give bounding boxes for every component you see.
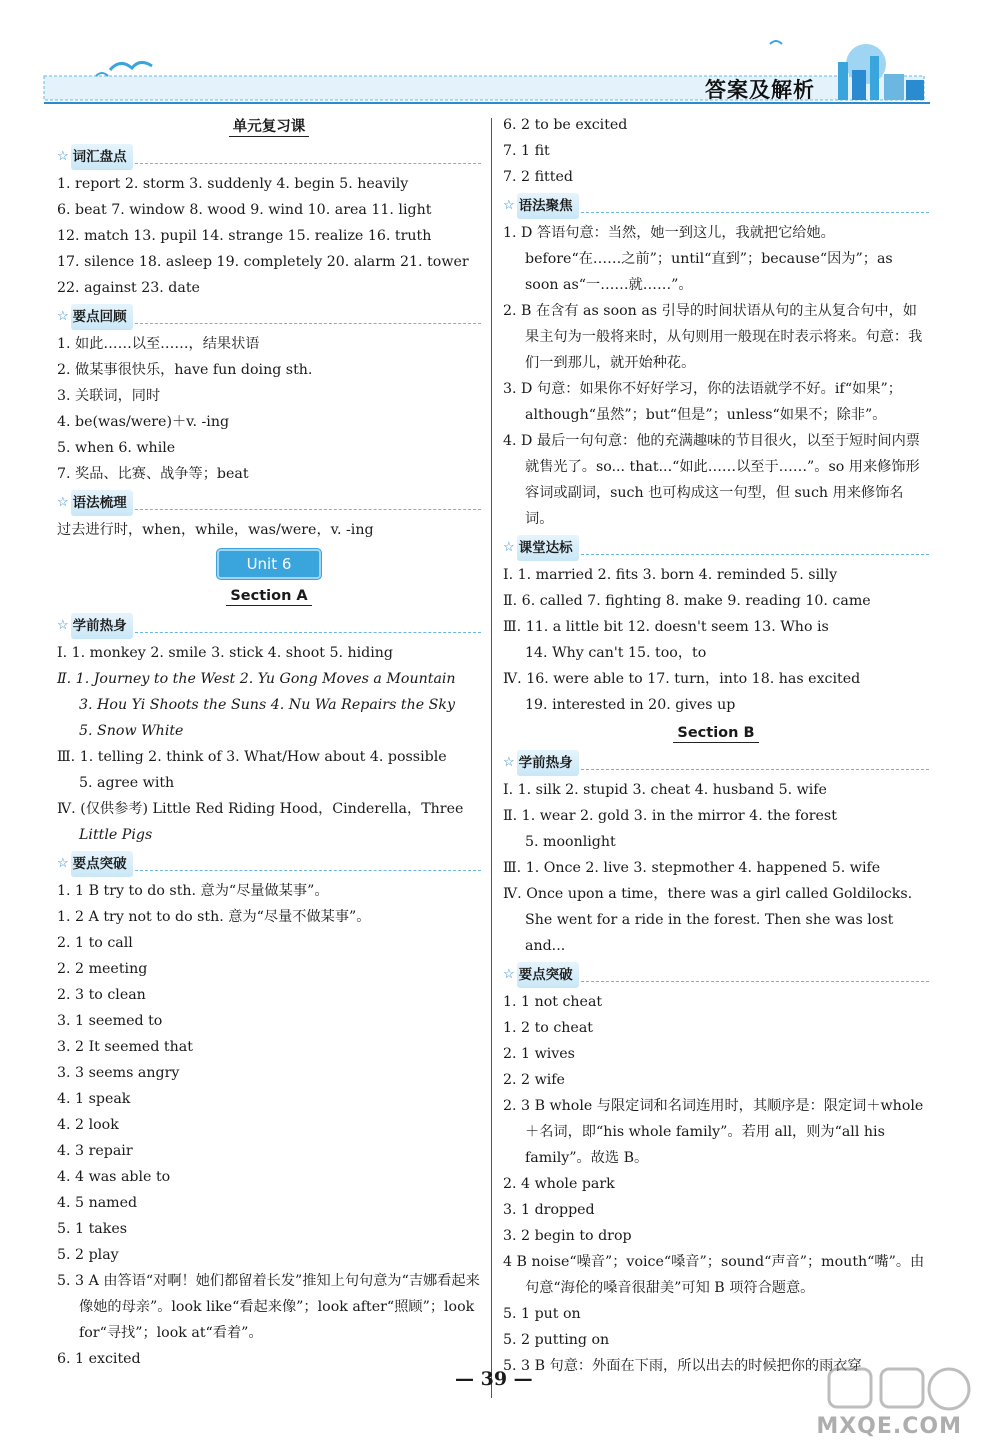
answer-explanation: 4. D 最后一句句意：他的充满趣味的节目很火，以至于短时间内票就售光了。so... that...“如此……以至于……”。so 用来修饰形容词或副词，such 也可构成这一句型，但 such 用来修饰名词。 bbox=[503, 433, 920, 527]
star-icon: ☆ bbox=[57, 495, 69, 510]
answer-line: 5. 1 takes bbox=[57, 1221, 128, 1237]
answer-line: 5. 3 B 句意：外面在下雨，所以出去的时候把你的雨衣穿 bbox=[503, 1358, 862, 1374]
answer-explanation: 3. D 句意：如果你不好好学习，你的法语就学不好。if“如果”；although“虽然”；but“但是”；unless“如果不；除非”。 bbox=[503, 381, 902, 423]
section-heading bbox=[57, 490, 481, 516]
answer-line: 2. 2 wife bbox=[503, 1072, 565, 1088]
answer-line: 4. 4 was able to bbox=[57, 1169, 171, 1185]
answer-line: Ⅱ. 6. called 7. fighting 8. make 9. reading 10. came bbox=[503, 593, 871, 609]
answer-line: 5. when 6. while bbox=[57, 440, 176, 456]
section-heading bbox=[503, 193, 929, 219]
answer-line: Ⅰ. 1. married 2. fits 3. born 4. reminded 5. silly bbox=[503, 567, 838, 583]
answer-line: 7. 1 fit bbox=[503, 143, 550, 159]
answer-line: 14. Why can't 15. too，to bbox=[525, 645, 707, 661]
answer-line: 4. 1 speak bbox=[57, 1091, 131, 1107]
star-icon: ☆ bbox=[503, 755, 515, 770]
left-column bbox=[57, 112, 481, 1372]
answer-line: Ⅱ. 1. wear 2. gold 3. in the mirror 4. the forest bbox=[503, 808, 837, 824]
answer-line: 3. 2 begin to drop bbox=[503, 1228, 632, 1244]
answer-line: 3. 3 seems angry bbox=[57, 1065, 180, 1081]
section-heading bbox=[57, 851, 481, 877]
answer-line: Ⅲ. 1. telling 2. think of 3. What/How about 4. possible bbox=[57, 749, 447, 765]
answer-line: Ⅰ. 1. monkey 2. smile 3. stick 4. shoot 5. hiding bbox=[57, 645, 394, 661]
answer-line: 5. 2 play bbox=[57, 1247, 119, 1263]
answer-line: Ⅱ. 1. Journey to the West 2. Yu Gong Moves a Mountain bbox=[57, 671, 456, 687]
answer-line: 6. beat 7. window 8. wood 9. wind 10. area 11. light bbox=[57, 202, 432, 218]
star-icon: ☆ bbox=[503, 967, 515, 982]
answer-line: Ⅳ. 16. were able to 17. turn，into 18. has excited bbox=[503, 671, 861, 687]
answer-line: 过去进行时，when，while，was/were，v. -ing bbox=[57, 522, 374, 538]
unit-badge: Unit 6 bbox=[217, 549, 321, 579]
bird-icon bbox=[770, 41, 782, 44]
section-label: 学前热身 bbox=[517, 750, 579, 776]
answer-line: 7. 2 fitted bbox=[503, 169, 573, 185]
star-icon: ☆ bbox=[57, 309, 69, 324]
section-b-title: Section B bbox=[503, 720, 929, 746]
star-icon: ☆ bbox=[57, 856, 69, 871]
answer-line: 22. against 23. date bbox=[57, 280, 200, 296]
answer-line: 5. 1 put on bbox=[503, 1306, 581, 1322]
answer-line: 1. 2 to cheat bbox=[503, 1020, 593, 1036]
page-header bbox=[0, 0, 1000, 110]
section-label: 学前热身 bbox=[71, 613, 133, 639]
section-label: 要点突破 bbox=[71, 851, 133, 877]
right-column bbox=[503, 112, 929, 1379]
answer-explanation: 2. 3 B whole 与限定词和名词连用时，其顺序是：限定词＋whole＋名词，即“his whole family”。若用 all，则为“all his family”。故选 B。 bbox=[503, 1098, 924, 1166]
review-title: 单元复习课 bbox=[57, 114, 481, 140]
answer-line: 3. 关联词，同时 bbox=[57, 388, 161, 404]
answer-line: 4. be(was/were)＋v. -ing bbox=[57, 414, 230, 430]
answer-line: 5. moonlight bbox=[525, 834, 616, 850]
answer-line: 1. 1 B try to do sth. 意为“尽量做某事”。 bbox=[57, 883, 329, 899]
column-divider bbox=[491, 118, 492, 1398]
answer-line: 5. agree with bbox=[79, 775, 175, 791]
answer-line: 5. 2 putting on bbox=[503, 1332, 610, 1348]
section-label: 要点回顾 bbox=[71, 304, 133, 330]
section-label: 词汇盘点 bbox=[71, 144, 133, 170]
section-heading bbox=[57, 613, 481, 639]
answer-line: 2. 3 to clean bbox=[57, 987, 146, 1003]
section-heading bbox=[57, 144, 481, 170]
star-icon: ☆ bbox=[57, 149, 69, 164]
header-title: 答案及解析 bbox=[705, 78, 815, 102]
section-label: 语法聚焦 bbox=[517, 193, 579, 219]
answer-line: 19. interested in 20. gives up bbox=[525, 697, 736, 713]
answer-line: Ⅲ. 1. Once 2. live 3. stepmother 4. happened 5. wife bbox=[503, 860, 881, 876]
answer-line: 1. 如此……以至……，结果状语 bbox=[57, 336, 260, 352]
section-a-title: Section A bbox=[57, 583, 481, 609]
answer-line: 2. 1 wives bbox=[503, 1046, 575, 1062]
section-heading bbox=[503, 535, 929, 561]
section-heading bbox=[57, 304, 481, 330]
answer-line: 2. 4 whole park bbox=[503, 1176, 615, 1192]
section-label: 要点突破 bbox=[517, 962, 579, 988]
answer-line: Little Pigs bbox=[79, 827, 153, 843]
bird-icon bbox=[110, 62, 152, 70]
answer-line: 6. 1 excited bbox=[57, 1351, 141, 1367]
star-icon: ☆ bbox=[57, 618, 69, 633]
answer-line: 4. 5 named bbox=[57, 1195, 138, 1211]
section-label: 课堂达标 bbox=[517, 535, 579, 561]
answer-line: 2. 2 meeting bbox=[57, 961, 148, 977]
answer-line: Ⅳ. (仅供参考) Little Red Riding Hood，Cinderella，Three bbox=[57, 801, 464, 817]
answer-line: Ⅲ. 11. a little bit 12. doesn't seem 13. Who is bbox=[503, 619, 829, 635]
answer-explanation: 5. 3 A 由答语“对啊！她们都留着长发”推知上句句意为“吉娜看起来像她的母亲”。look like“看起来像”；look after“照顾”；look for“寻找”；look at“看着”。 bbox=[57, 1273, 480, 1341]
section-heading bbox=[503, 750, 929, 776]
header-banner bbox=[0, 0, 1000, 110]
star-icon: ☆ bbox=[503, 540, 515, 555]
answer-explanation: 1. D 答语句意：当然，她一到这儿，我就把它给她。before“在……之前”；until“直到”；because“因为”；as soon as“一……就……”。 bbox=[503, 225, 893, 293]
answer-line: 2. 做某事很快乐，have fun doing sth. bbox=[57, 362, 313, 378]
answer-explanation: Ⅳ. Once upon a time，there was a girl called Goldilocks. She went for a ride in the forest. Then she was lost and... bbox=[503, 886, 913, 954]
answer-line: 12. match 13. pupil 14. strange 15. realize 16. truth bbox=[57, 228, 432, 244]
answer-line: 3. 2 It seemed that bbox=[57, 1039, 193, 1055]
watermark-text: MXQE.COM bbox=[816, 1414, 962, 1439]
answer-line: 17. silence 18. asleep 19. completely 20. alarm 21. tower bbox=[57, 254, 469, 270]
section-heading bbox=[503, 962, 929, 988]
answer-line: 7. 奖品、比赛、战争等；beat bbox=[57, 466, 249, 482]
answer-explanation: 4 B noise“噪音”；voice“嗓音”；sound“声音”；mouth“嘴”。由句意“海伦的嗓音很甜美”可知 B 项符合题意。 bbox=[503, 1254, 925, 1296]
answer-line: 1. 1 not cheat bbox=[503, 994, 603, 1010]
answer-line: 2. 1 to call bbox=[57, 935, 133, 951]
answer-line: 5. Snow White bbox=[79, 723, 184, 739]
answer-line: 3. Hou Yi Shoots the Suns 4. Nu Wa Repairs the Sky bbox=[79, 697, 455, 713]
section-label: 语法梳理 bbox=[71, 490, 133, 516]
answer-line: 3. 1 seemed to bbox=[57, 1013, 163, 1029]
answer-line: 1. 2 A try not to do sth. 意为“尽量不做某事”。 bbox=[57, 909, 371, 925]
star-icon: ☆ bbox=[503, 198, 515, 213]
answer-line: 4. 3 repair bbox=[57, 1143, 133, 1159]
answer-line: Ⅰ. 1. silk 2. stupid 3. cheat 4. husband 5. wife bbox=[503, 782, 827, 798]
answer-explanation: 2. B 在含有 as soon as 引导的时间状语从句的主从复合句中，如果主句为一般将来时，从句则用一般现在时表示将来。句意：我们一到那儿，就开始种花。 bbox=[503, 303, 923, 371]
answer-line: 3. 1 dropped bbox=[503, 1202, 595, 1218]
city-icon bbox=[838, 62, 848, 100]
answer-line: 6. 2 to be excited bbox=[503, 117, 628, 133]
page-number: — 39 — bbox=[455, 1368, 533, 1390]
answer-line: 4. 2 look bbox=[57, 1117, 119, 1133]
answer-line: 1. report 2. storm 3. suddenly 4. begin 5. heavily bbox=[57, 176, 409, 192]
